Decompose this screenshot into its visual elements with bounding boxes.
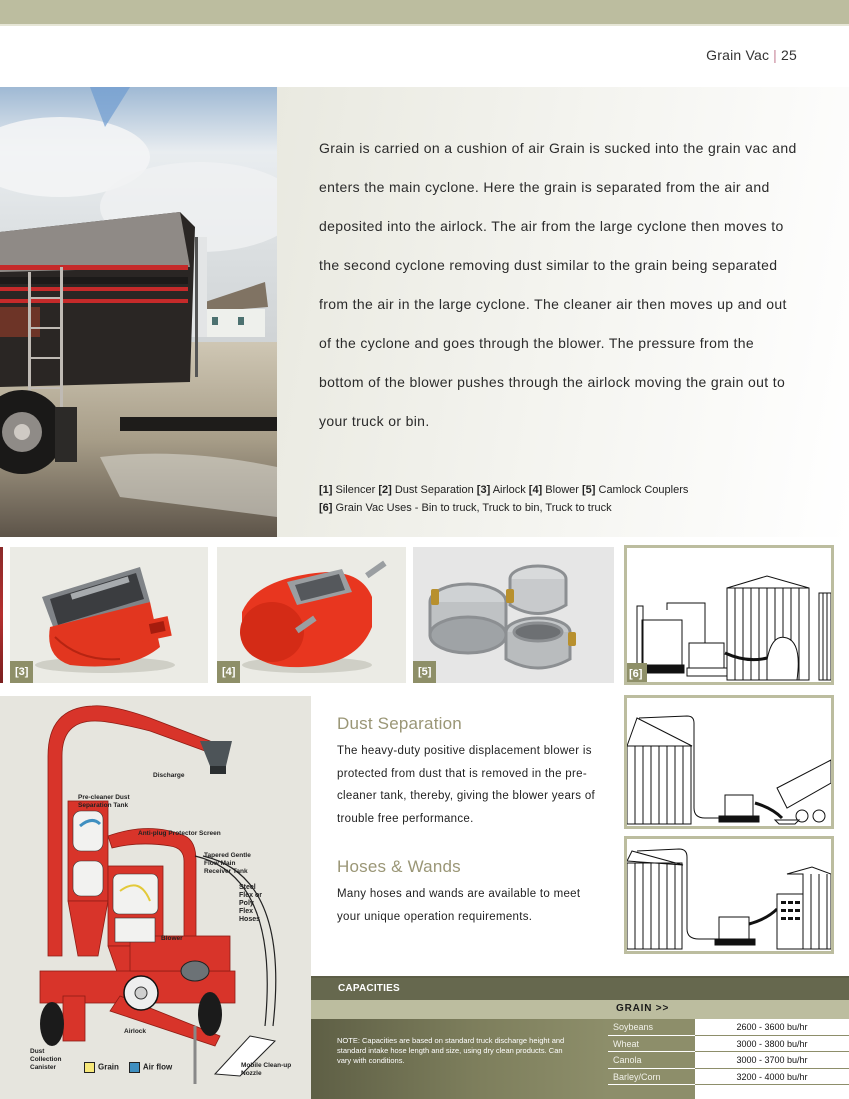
truck-to-bin-diagram bbox=[624, 695, 834, 829]
caption-line-2 bbox=[319, 499, 789, 517]
callout-hoses: Steel Flex or Poly Flex Hoses bbox=[239, 884, 262, 923]
airlock-illustration bbox=[10, 547, 208, 683]
camlock-couplers-photo bbox=[413, 547, 614, 683]
component-thumbnails bbox=[0, 543, 849, 686]
grain-vac-uses-diagram bbox=[624, 545, 834, 685]
caption-num-4: [4] bbox=[528, 484, 543, 496]
dust-separation-heading: Dust Separation bbox=[337, 714, 462, 733]
hoses-wands-section bbox=[337, 857, 599, 928]
thumbnail-tag-6: [6] bbox=[624, 663, 647, 685]
caption-label-2: Dust Separation bbox=[394, 484, 474, 496]
grain-column-heading: GRAIN >> bbox=[616, 1003, 670, 1014]
rate-cell: 3000 - 3700 bu/hr bbox=[695, 1052, 849, 1069]
truck-photo bbox=[0, 87, 277, 537]
truck-to-bin-illustration bbox=[627, 698, 831, 826]
section-title: Grain Vac bbox=[706, 47, 770, 63]
caption-label-4: Blower bbox=[545, 484, 579, 496]
hoses-wands-heading: Hoses & Wands bbox=[337, 857, 461, 876]
callout-airlock: Airlock bbox=[124, 1028, 147, 1035]
bin-to-bin-illustration bbox=[627, 839, 831, 951]
dust-separation-section bbox=[337, 714, 599, 830]
legend-airflow-label: Air flow bbox=[142, 1062, 173, 1072]
hoses-wands-body: Many hoses and wands are available to meet your unique operation requirements. bbox=[337, 888, 581, 923]
airlock-photo bbox=[10, 547, 208, 683]
blower-illustration bbox=[217, 547, 406, 683]
bin-to-truck-illustration bbox=[627, 548, 831, 682]
grain-vac-machine-illustration bbox=[0, 696, 311, 1099]
flow-legend bbox=[84, 1062, 172, 1073]
truck-illustration bbox=[0, 87, 277, 537]
capacities-title: CAPACITIES bbox=[338, 983, 400, 994]
figure-captions bbox=[319, 481, 789, 517]
table-row bbox=[608, 1036, 849, 1053]
capacities-table bbox=[608, 1019, 849, 1099]
table-row bbox=[608, 1069, 849, 1086]
callout-antiplug: Anti-plug Protector Screen bbox=[138, 830, 221, 837]
rate-cell: 3200 - 4000 bu/hr bbox=[695, 1069, 849, 1086]
intro-paragraph: Grain is carried on a cushion of air Grain is sucked into the grain vac and enters the main cyclone. Here the grain is separated from the air and deposited into the airlock. The air from the large cyclone then moves to the second cyclone removing dust similar to the grain being separated from the air in the large cyclone. The cleaner air then moves up and out of the cyclone and goes through the blower. The pressure from the bottom of the blower pushes through the airlock moving the grain out to your truck or bin. bbox=[319, 140, 797, 429]
grain-swatch-icon bbox=[84, 1062, 95, 1073]
callout-precleaner: Pre-cleaner Dust Separation Tank bbox=[78, 794, 130, 809]
caption-label-6: Grain Vac Uses - Bin to truck, Truck to bin, Truck to truck bbox=[335, 502, 612, 514]
grain-cell: Wheat bbox=[608, 1036, 695, 1053]
header-separator: | bbox=[773, 47, 778, 63]
table-row bbox=[608, 1052, 849, 1069]
page-number: 25 bbox=[781, 47, 797, 63]
grain-cell: Soybeans bbox=[608, 1019, 695, 1036]
legend-airflow bbox=[129, 1062, 172, 1073]
callout-blower: Blower bbox=[161, 935, 183, 942]
footer-rate-spacer bbox=[695, 1085, 849, 1099]
caption-label-5: Camlock Couplers bbox=[598, 484, 689, 496]
capacities-note-panel bbox=[311, 1019, 608, 1099]
running-header bbox=[706, 47, 797, 63]
legend-grain-label: Grain bbox=[98, 1062, 119, 1072]
capacities-header bbox=[311, 976, 849, 1000]
caption-label-1: Silencer bbox=[335, 484, 376, 496]
thumbnail-tag-5: [5] bbox=[413, 661, 436, 683]
blower-photo bbox=[217, 547, 406, 683]
table-footer-spacer bbox=[608, 1085, 849, 1099]
caption-label-3: Airlock bbox=[492, 484, 526, 496]
capacities-note: NOTE: Capacities are based on standard truck discharge height and standard intake hose length and size, using dry clean products. Can vary with conditions. bbox=[337, 1036, 565, 1065]
rate-cell: 3000 - 3800 bu/hr bbox=[695, 1036, 849, 1053]
cropped-photo-edge bbox=[0, 547, 3, 683]
callout-tapered-tank: Tapered Gentle Flow Main Receiver Tank bbox=[204, 852, 251, 875]
caption-num-2: [2] bbox=[378, 484, 392, 496]
airflow-swatch-icon bbox=[129, 1062, 140, 1073]
thumbnail-tag-3: [3] bbox=[10, 661, 33, 683]
grain-cell: Canola bbox=[608, 1052, 695, 1069]
bin-to-bin-diagram bbox=[624, 836, 834, 954]
callout-dust-canister: Dust Collection Canister bbox=[30, 1048, 62, 1071]
grain-cell: Barley/Corn bbox=[608, 1069, 695, 1086]
caption-num-3: [3] bbox=[476, 484, 491, 496]
camlock-illustration bbox=[413, 547, 614, 683]
caption-num-6: [6] bbox=[319, 502, 333, 514]
top-band-divider bbox=[0, 24, 849, 26]
caption-num-1: [1] bbox=[319, 484, 333, 496]
callout-nozzle: Mobile Clean-up Nozzle bbox=[241, 1062, 292, 1077]
dust-separation-body: The heavy-duty positive displacement blower is protected from dust that is removed in the pre-cleaner tank, thereby, giving the blower years of trouble free performance. bbox=[337, 745, 596, 825]
thumbnail-tag-4: [4] bbox=[217, 661, 240, 683]
legend-grain bbox=[84, 1062, 119, 1073]
rate-cell: 2600 - 3600 bu/hr bbox=[695, 1019, 849, 1036]
caption-num-5: [5] bbox=[581, 484, 596, 496]
callout-discharge: Discharge bbox=[153, 772, 185, 779]
intro-panel bbox=[277, 87, 849, 537]
table-row bbox=[608, 1019, 849, 1036]
capacities-subheader bbox=[311, 1000, 849, 1019]
caption-line-1 bbox=[319, 481, 789, 499]
footer-grain-spacer bbox=[608, 1085, 695, 1099]
top-color-band bbox=[0, 0, 849, 24]
